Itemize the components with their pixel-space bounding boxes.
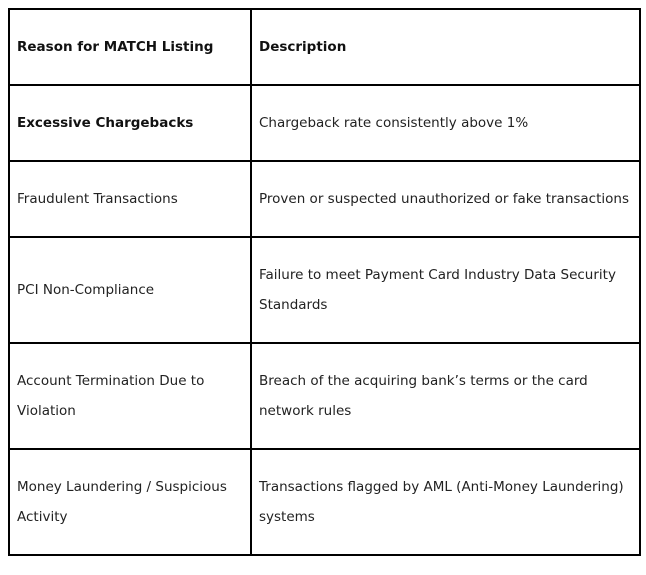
table-header-row bbox=[9, 9, 640, 85]
row-description: Proven or suspected unauthorized or fake transactions bbox=[251, 161, 640, 237]
table-row bbox=[9, 161, 640, 237]
row-description: Failure to meet Payment Card Industry Data Security Standards bbox=[251, 237, 640, 343]
header-description: Description bbox=[251, 9, 640, 85]
table-row bbox=[9, 449, 640, 555]
table-row bbox=[9, 343, 640, 449]
row-description: Transactions flagged by AML (Anti-Money Laundering) systems bbox=[251, 449, 640, 555]
table-row bbox=[9, 237, 640, 343]
row-description: Breach of the acquiring bank’s terms or the card network rules bbox=[251, 343, 640, 449]
header-reason: Reason for MATCH Listing bbox=[9, 9, 251, 85]
match-listing-table bbox=[8, 8, 641, 556]
row-description: Chargeback rate consistently above 1% bbox=[251, 85, 640, 161]
row-reason: PCI Non-Compliance bbox=[9, 237, 251, 343]
table-row bbox=[9, 85, 640, 161]
row-reason: Excessive Chargebacks bbox=[9, 85, 251, 161]
row-reason: Account Termination Due to Violation bbox=[9, 343, 251, 449]
row-reason: Fraudulent Transactions bbox=[9, 161, 251, 237]
row-reason: Money Laundering / Suspicious Activity bbox=[9, 449, 251, 555]
